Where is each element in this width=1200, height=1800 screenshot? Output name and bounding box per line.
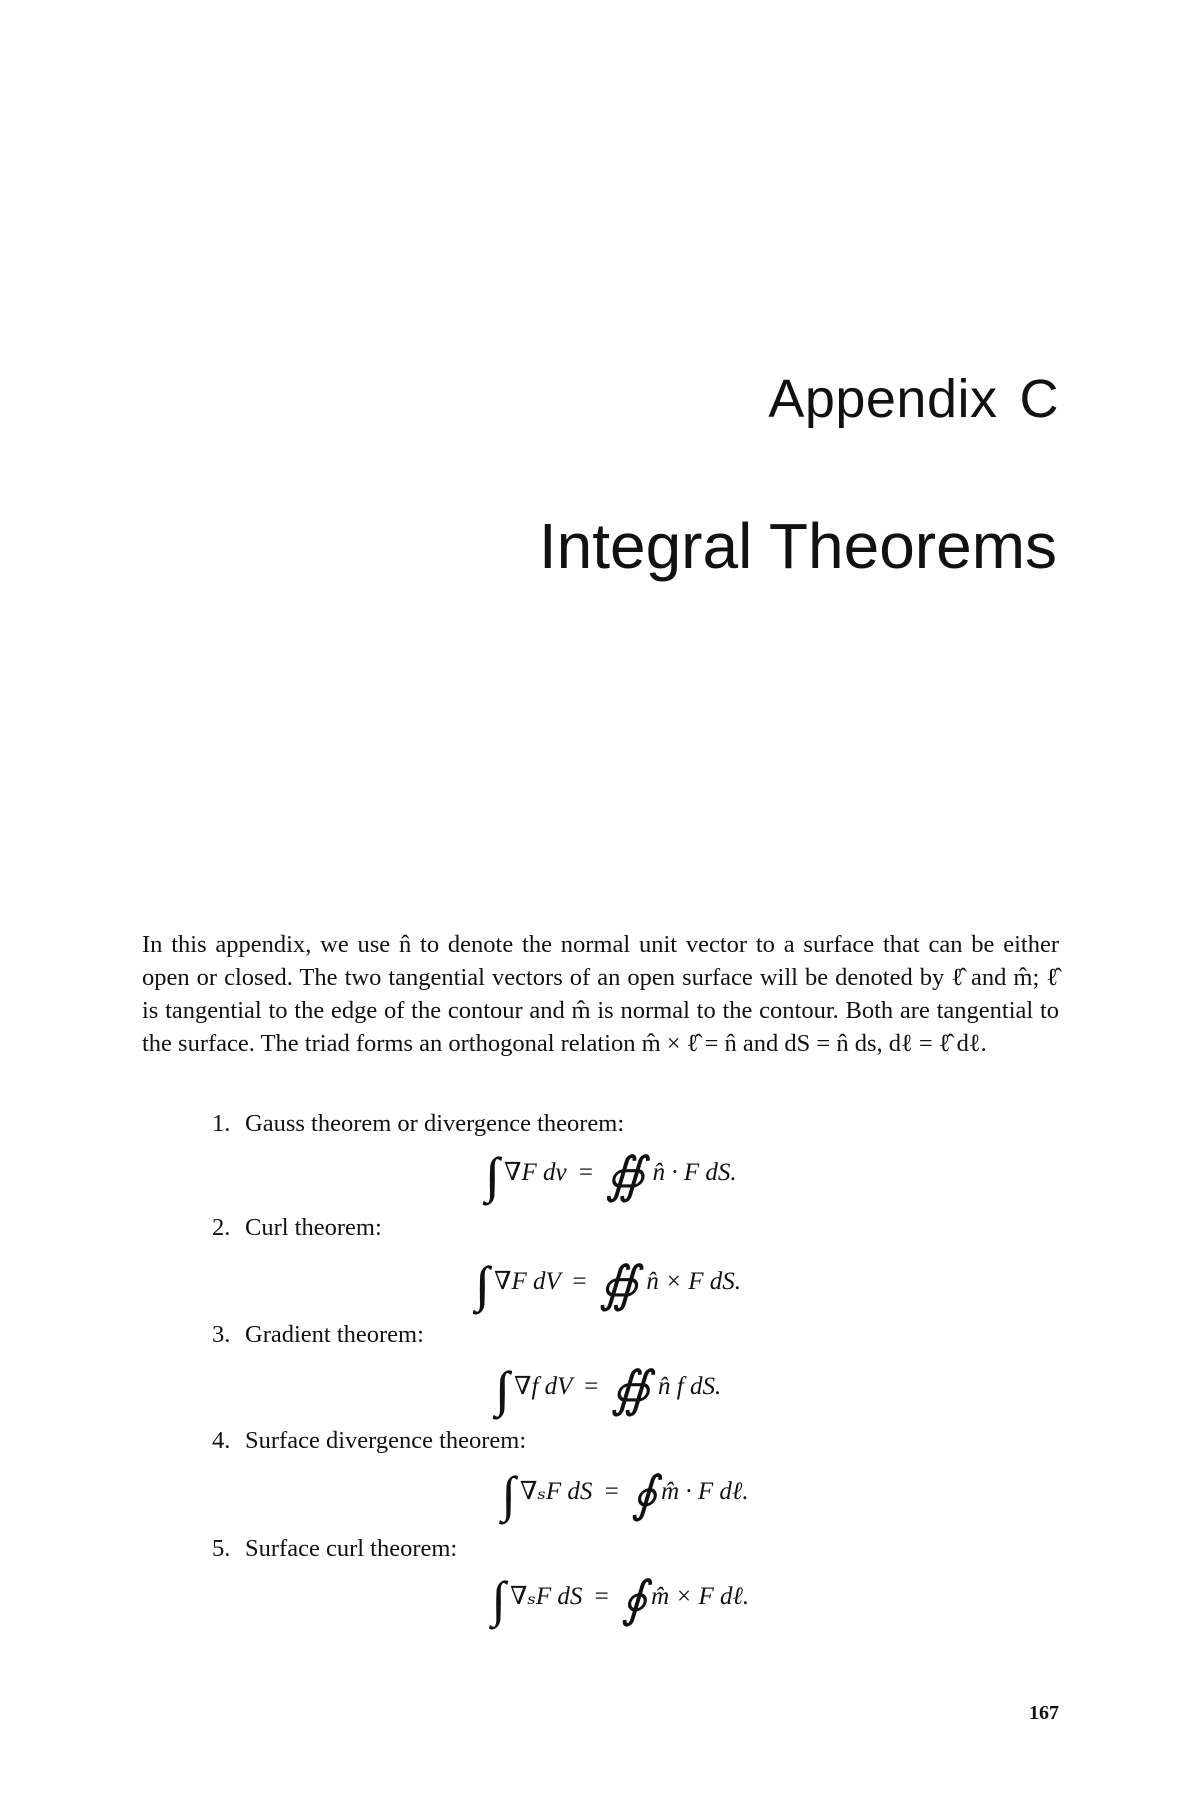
equation-lhs: ∇F dV [494, 1268, 561, 1295]
theorem-4-heading [212, 1426, 526, 1456]
equation-lhs: ∇F dv [504, 1159, 567, 1186]
appendix-letter: C [1019, 369, 1059, 429]
theorem-1-equation [486, 1138, 737, 1208]
theorem-name: Gradient theorem: [245, 1321, 424, 1348]
equals-sign: = [584, 1373, 599, 1400]
equation-lhs: ∇ₛF dS [510, 1583, 583, 1610]
theorem-5-heading [212, 1534, 457, 1564]
equation-rhs: m̂ × F dℓ. [651, 1583, 750, 1610]
theorem-5-equation [492, 1562, 749, 1632]
theorem-name: Curl theorem: [245, 1214, 382, 1241]
theorem-4-equation [502, 1457, 749, 1527]
closed-surface-integral-symbol: ∯ [605, 1147, 645, 1203]
theorem-number: 1. [212, 1110, 231, 1137]
theorem-number: 2. [212, 1214, 231, 1241]
contour-integral-symbol: ∮ [631, 1466, 658, 1522]
equation-lhs: ∇ₛF dS [520, 1478, 593, 1505]
page-number: 167 [1029, 1702, 1059, 1724]
intro-paragraph: In this appendix, we use n̂ to denote the normal unit vector to a surface that can be either open or closed. The two tangential vectors of an open surface will be denoted by ℓ̂ and m̂; ℓ̂ is tangential to the edge of the contour and m̂ is normal to the contour. Both are tangential to the surface. The triad forms an orthogonal relation m̂ × ℓ̂ = n̂ and dS = n̂ ds, dℓ = ℓ̂ dℓ. [142, 931, 1059, 1057]
theorem-number: 4. [212, 1427, 231, 1454]
equation-rhs: n̂ × F dS. [646, 1268, 742, 1295]
theorem-name: Surface curl theorem: [245, 1535, 458, 1562]
contour-integral-symbol: ∮ [621, 1571, 648, 1627]
equals-sign: = [594, 1583, 609, 1610]
equals-sign: = [572, 1268, 587, 1295]
theorem-2-equation [476, 1247, 741, 1317]
equation-lhs: ∇f dV [514, 1373, 572, 1400]
equation-rhs: n̂ · F dS. [652, 1159, 737, 1186]
theorem-name: Surface divergence theorem: [245, 1427, 527, 1454]
theorem-name: Gauss theorem or divergence theorem: [245, 1110, 625, 1137]
theorem-number: 5. [212, 1535, 231, 1562]
closed-surface-integral-symbol: ∯ [598, 1256, 639, 1312]
chapter-title: Integral Theorems [538, 510, 1057, 582]
theorem-1-heading [212, 1109, 624, 1139]
equation-rhs: n̂ f dS. [658, 1373, 722, 1400]
closed-surface-integral-symbol: ∯ [610, 1361, 651, 1417]
equals-sign: = [604, 1478, 619, 1505]
appendix-label [768, 369, 1059, 429]
theorem-number: 3. [212, 1321, 231, 1348]
theorem-3-equation [496, 1352, 721, 1422]
equals-sign: = [578, 1159, 593, 1186]
theorem-2-heading [212, 1213, 382, 1243]
appendix-word: Appendix [768, 369, 998, 429]
equation-rhs: m̂ · F dℓ. [661, 1478, 749, 1505]
theorem-3-heading [212, 1320, 424, 1350]
